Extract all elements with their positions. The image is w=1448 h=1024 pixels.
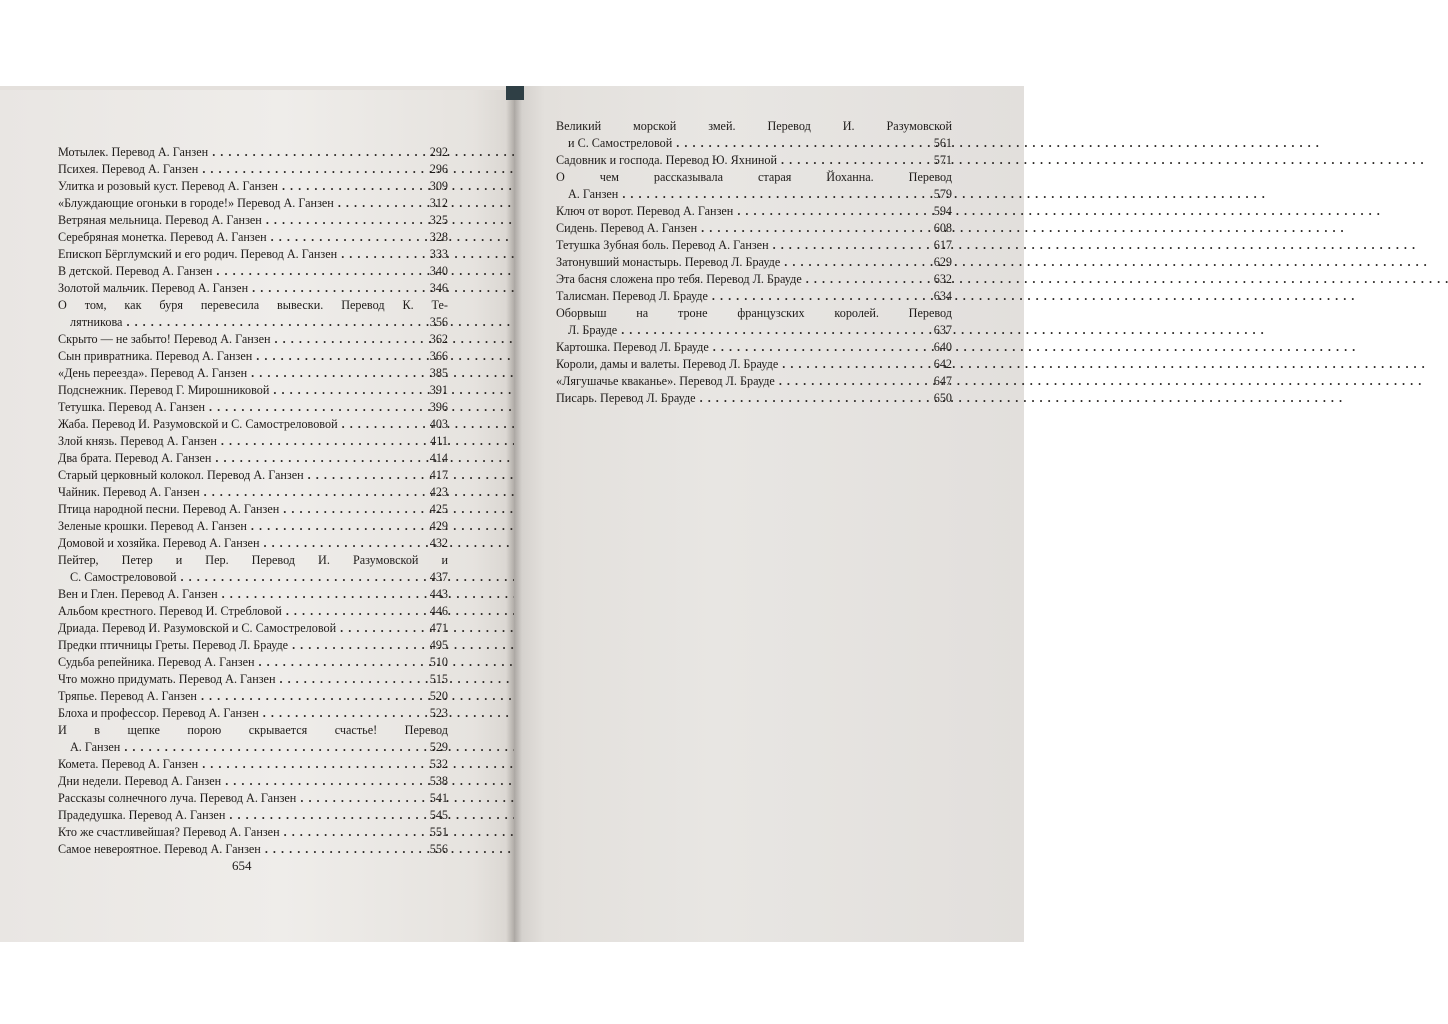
toc-entry-page: 495 [429,638,448,652]
toc-entry [556,305,952,339]
toc-entry [58,586,448,603]
toc-entry [58,297,448,331]
toc-entry-page: 414 [429,451,448,465]
toc-entry-title: лятникова [70,315,123,329]
toc-entry-page: 309 [429,179,448,193]
toc-entry-page: 429 [429,519,448,533]
toc-leader-dots [202,756,418,773]
toc-leader-dots [712,288,922,305]
toc-entry-title: Л. Брауде [568,323,618,337]
toc-entry-title: Сидень. Перевод А. Ганзен [556,221,698,235]
toc-entry [58,705,448,722]
toc-leader-dots [676,135,922,152]
toc-entry-page: 545 [429,808,448,822]
toc-entry-title: Короли, дамы и валеты. Перевод Л. Брауде [556,357,779,371]
toc-entry-title-first-line: О том, как буря перевесила вывески. Перевод К. Те- [58,298,448,312]
toc-entry-page: 340 [429,264,448,278]
toc-entry-page: 403 [429,417,448,431]
toc-entry [556,271,952,288]
toc-leader-dots [126,314,418,331]
toc-entry-page: 333 [429,247,448,261]
toc-entry-page: 312 [429,196,448,210]
toc-leader-dots [781,152,922,169]
toc-entry-page: 515 [429,672,448,686]
toc-entry-title-first-line: Великий морской змей. Перевод И. Разумовской [556,119,952,133]
toc-entry-title: Дриада. Перевод И. Разумовской и С. Самостреловой [58,621,337,635]
toc-entry [58,467,448,484]
toc-leader-dots [279,671,418,688]
toc-leader-dots [700,390,922,407]
toc-entry-title-first-line: Пейтер, Петер и Пер. Перевод И. Разумовской и [58,553,448,567]
toc-entry [556,237,952,254]
toc-entry-page: 551 [429,825,448,839]
toc-entry-title: Жаба. Перевод И. Разумовской и С. Самострелововой [58,417,338,431]
toc-entry [58,399,448,416]
toc-entry-title: Садовник и господа. Перевод Ю. Яхниной [556,153,778,167]
toc-entry-title: Дни недели. Перевод А. Ганзен [58,774,222,788]
toc-entry-title: Картошка. Перевод Л. Брауде [556,340,709,354]
toc-entry [58,756,448,773]
toc-entry [58,178,448,195]
toc-entry [58,433,448,450]
toc-leader-dots [204,484,418,501]
toc-entry-page: 640 [933,340,952,354]
toc-leader-dots [300,790,418,807]
toc-leader-dots [773,237,922,254]
toc-entry [58,637,448,654]
toc-entry-page: 432 [429,536,448,550]
toc-entry-page: 437 [429,570,448,584]
toc-entry-title: «День переезда». Перевод А. Ганзен [58,366,248,380]
left-toc-list [58,144,448,858]
toc-entry-page: 637 [933,323,952,337]
toc-leader-dots [251,365,418,382]
toc-entry-page: 471 [429,621,448,635]
toc-leader-dots [229,807,418,824]
toc-entry-page: 520 [429,689,448,703]
toc-entry-title: Старый церковный колокол. Перевод А. Ганзен [58,468,304,482]
toc-leader-dots [282,178,418,195]
toc-entry-title: Тетушка. Перевод А. Ганзен [58,400,205,414]
toc-entry [556,373,952,390]
toc-entry-page: 556 [429,842,448,856]
toc-entry [58,484,448,501]
toc-entry-title: Зеленые крошки. Перевод А. Ганзен [58,519,247,533]
toc-entry-title: «Лягушачье кваканье». Перевод Л. Брауде [556,374,775,388]
toc-entry-page: 510 [429,655,448,669]
toc-entry-page: 366 [429,349,448,363]
toc-entry-title: Тряпье. Перевод А. Ганзен [58,689,197,703]
toc-entry-title: Злой князь. Перевод А. Ганзен [58,434,217,448]
toc-entry-title: С. Самострелововой [70,570,177,584]
toc-entry-page: 608 [933,221,952,235]
toc-entry-title: Прадедушка. Перевод А. Ганзен [58,808,226,822]
toc-entry [58,331,448,348]
toc-entry [556,339,952,356]
book-gutter [506,86,522,942]
toc-entry [556,169,952,203]
toc-entry [58,807,448,824]
toc-entry-page: 650 [933,391,952,405]
toc-entry-page: 538 [429,774,448,788]
right-page [514,86,1024,942]
toc-entry-page: 292 [429,145,448,159]
toc-entry-page: 411 [430,434,448,448]
toc-entry-page: 396 [429,400,448,414]
toc-entry [58,382,448,399]
toc-entry [58,246,448,263]
toc-entry-title: Сын привратника. Перевод А. Ганзен [58,349,253,363]
toc-entry-title: А. Ганзен [568,187,619,201]
toc-entry-page: 579 [933,187,952,201]
toc-leader-dots [222,586,418,603]
toc-entry-title: Альбом крестного. Перевод И. Стребловой [58,604,282,618]
toc-entry-page: 523 [429,706,448,720]
toc-entry [556,118,952,152]
toc-entry-title: Ключ от ворот. Перевод А. Ганзен [556,204,734,218]
toc-entry-title: Епископ Бёрглумский и его родич. Перевод А. Ганзен [58,247,338,261]
toc-entry-title: Чайник. Перевод А. Ганзен [58,485,200,499]
toc-entry-page: 594 [933,204,952,218]
toc-entry-title: Два брата. Перевод А. Ганзен [58,451,212,465]
toc-leader-dots [275,331,418,348]
toc-entry-page: 296 [429,162,448,176]
toc-leader-dots [737,203,922,220]
toc-entry [58,212,448,229]
toc-entry [58,688,448,705]
toc-entry-title: Блоха и профессор. Перевод А. Ганзен [58,706,259,720]
toc-entry-page: 417 [429,468,448,482]
toc-entry [58,620,448,637]
toc-entry [58,654,448,671]
toc-leader-dots [181,569,419,586]
toc-entry [58,365,448,382]
toc-entry [58,790,448,807]
toc-entry-title-first-line: Оборвыш на троне французских королей. Перевод [556,306,952,320]
toc-entry-page: 541 [429,791,448,805]
toc-entry [58,773,448,790]
toc-entry [58,416,448,433]
toc-entry-page: 571 [933,153,952,167]
toc-entry-title: Мотылек. Перевод А. Ганзен [58,145,209,159]
toc-entry-title: Что можно придумать. Перевод А. Ганзен [58,672,276,686]
toc-leader-dots [265,841,418,858]
toc-leader-dots [273,382,418,399]
toc-entry-title: Талисман. Перевод Л. Брауде [556,289,708,303]
toc-entry-title: Домовой и хозяйка. Перевод А. Ганзен [58,536,260,550]
toc-entry-title: А. Ганзен [70,740,121,754]
toc-leader-dots [284,824,418,841]
toc-entry-page: 325 [429,213,448,227]
toc-entry-title: Улитка и розовый куст. Перевод А. Ганзен [58,179,278,193]
toc-leader-dots [256,348,418,365]
page-number: 654 [232,858,252,873]
toc-entry [58,671,448,688]
toc-leader-dots [124,739,418,756]
toc-entry-page: 356 [429,315,448,329]
toc-leader-dots [225,773,418,790]
toc-entry-page: 346 [429,281,448,295]
toc-entry [58,501,448,518]
toc-entry-title: Ветряная мельница. Перевод А. Ганзен [58,213,262,227]
toc-entry-page: 446 [429,604,448,618]
toc-entry-page: 529 [429,740,448,754]
toc-entry-page: 561 [933,136,952,150]
toc-entry [58,841,448,858]
toc-leader-dots [266,212,418,229]
toc-entry [58,348,448,365]
toc-entry [556,356,952,373]
toc-entry-title: Комета. Перевод А. Ганзен [58,757,199,771]
toc-leader-dots [221,433,418,450]
toc-entry-title: Самое невероятное. Перевод А. Ганзен [58,842,261,856]
toc-entry [58,161,448,178]
toc-entry [58,144,448,161]
toc-leader-dots [784,254,922,271]
toc-entry [58,450,448,467]
toc-entry-title-first-line: И в щепке порою скрывается счастье! Перевод [58,723,448,737]
toc-leader-dots [259,654,419,671]
toc-entry [58,535,448,552]
toc-leader-dots [806,271,922,288]
toc-entry-title: Скрыто — не забыто! Перевод А. Ганзен [58,332,271,346]
toc-entry-title: Серебряная монетка. Перевод А. Ганзен [58,230,267,244]
toc-leader-dots [338,195,418,212]
toc-entry-title: Кто же счастливейшая? Перевод А. Ганзен [58,825,280,839]
toc-entry-page: 362 [429,332,448,346]
toc-entry-title: Эта басня сложена про тебя. Перевод Л. Брауде [556,272,802,286]
toc-entry-title: и С. Самостреловой [568,136,673,150]
toc-entry-title: В детской. Перевод А. Ганзен [58,264,213,278]
toc-leader-dots [216,263,418,280]
toc-leader-dots [342,416,418,433]
toc-leader-dots [283,501,418,518]
toc-entry [58,229,448,246]
toc-entry-page: 385 [429,366,448,380]
toc-leader-dots [622,186,922,203]
toc-leader-dots [779,373,922,390]
toc-entry-page: 634 [933,289,952,303]
toc-entry-title: «Блуждающие огоньки в городе!» Перевод А. Ганзен [58,196,334,210]
toc-entry-page: 642 [933,357,952,371]
toc-entry-title-first-line: О чем рассказывала старая Йоханна. Перевод [556,170,952,184]
left-page [0,90,514,942]
toc-entry-page: 629 [933,255,952,269]
toc-leader-dots [782,356,922,373]
toc-entry-page: 443 [429,587,448,601]
toc-entry-title: Рассказы солнечного луча. Перевод А. Ганзен [58,791,297,805]
toc-leader-dots [308,467,418,484]
toc-entry-title: Подснежник. Перевод Г. Мирошниковой [58,383,270,397]
toc-entry [556,390,952,407]
toc-entry [58,195,448,212]
toc-leader-dots [252,280,418,297]
toc-leader-dots [202,161,418,178]
toc-entry-page: 617 [933,238,952,252]
toc-entry-page: 328 [429,230,448,244]
toc-entry-title: Судьба репейника. Перевод А. Ганзен [58,655,255,669]
toc-leader-dots [212,144,418,161]
toc-entry-page: 391 [429,383,448,397]
toc-entry [556,288,952,305]
toc-leader-dots [271,229,418,246]
toc-entry-page: 632 [933,272,952,286]
toc-entry [58,280,448,297]
toc-entry-page: 532 [429,757,448,771]
toc-entry [556,203,952,220]
toc-entry [58,722,448,756]
toc-entry [556,254,952,271]
right-toc-list [556,118,952,407]
toc-entry [58,263,448,280]
toc-entry [58,518,448,535]
toc-entry [58,552,448,586]
toc-entry-title: Психея. Перевод А. Ганзен [58,162,199,176]
toc-entry-page: 647 [933,374,952,388]
toc-leader-dots [713,339,922,356]
toc-leader-dots [340,620,418,637]
toc-leader-dots [209,399,418,416]
toc-entry-title: Золотой мальчик. Перевод А. Ганзен [58,281,249,295]
toc-entry [58,603,448,620]
toc-leader-dots [263,705,418,722]
toc-leader-dots [215,450,418,467]
toc-entry [556,220,952,237]
toc-entry-title: Вен и Глен. Перевод А. Ганзен [58,587,218,601]
toc-entry-title: Тетушка Зубная боль. Перевод А. Ганзен [556,238,769,252]
toc-entry [556,152,952,169]
toc-leader-dots [621,322,922,339]
toc-leader-dots [292,637,418,654]
toc-leader-dots [251,518,418,535]
toc-entry-title: Птица народной песни. Перевод А. Ганзен [58,502,280,516]
cover-corner [506,86,524,100]
toc-leader-dots [341,246,418,263]
toc-entry-title: Писарь. Перевод Л. Брауде [556,391,696,405]
toc-entry-title: Затонувший монастырь. Перевод Л. Брауде [556,255,781,269]
toc-leader-dots [701,220,922,237]
toc-leader-dots [201,688,418,705]
toc-entry-title: Предки птичницы Греты. Перевод Л. Брауде [58,638,289,652]
toc-entry-page: 425 [429,502,448,516]
toc-leader-dots [286,603,418,620]
toc-entry-page: 423 [429,485,448,499]
toc-entry [58,824,448,841]
toc-leader-dots [263,535,418,552]
